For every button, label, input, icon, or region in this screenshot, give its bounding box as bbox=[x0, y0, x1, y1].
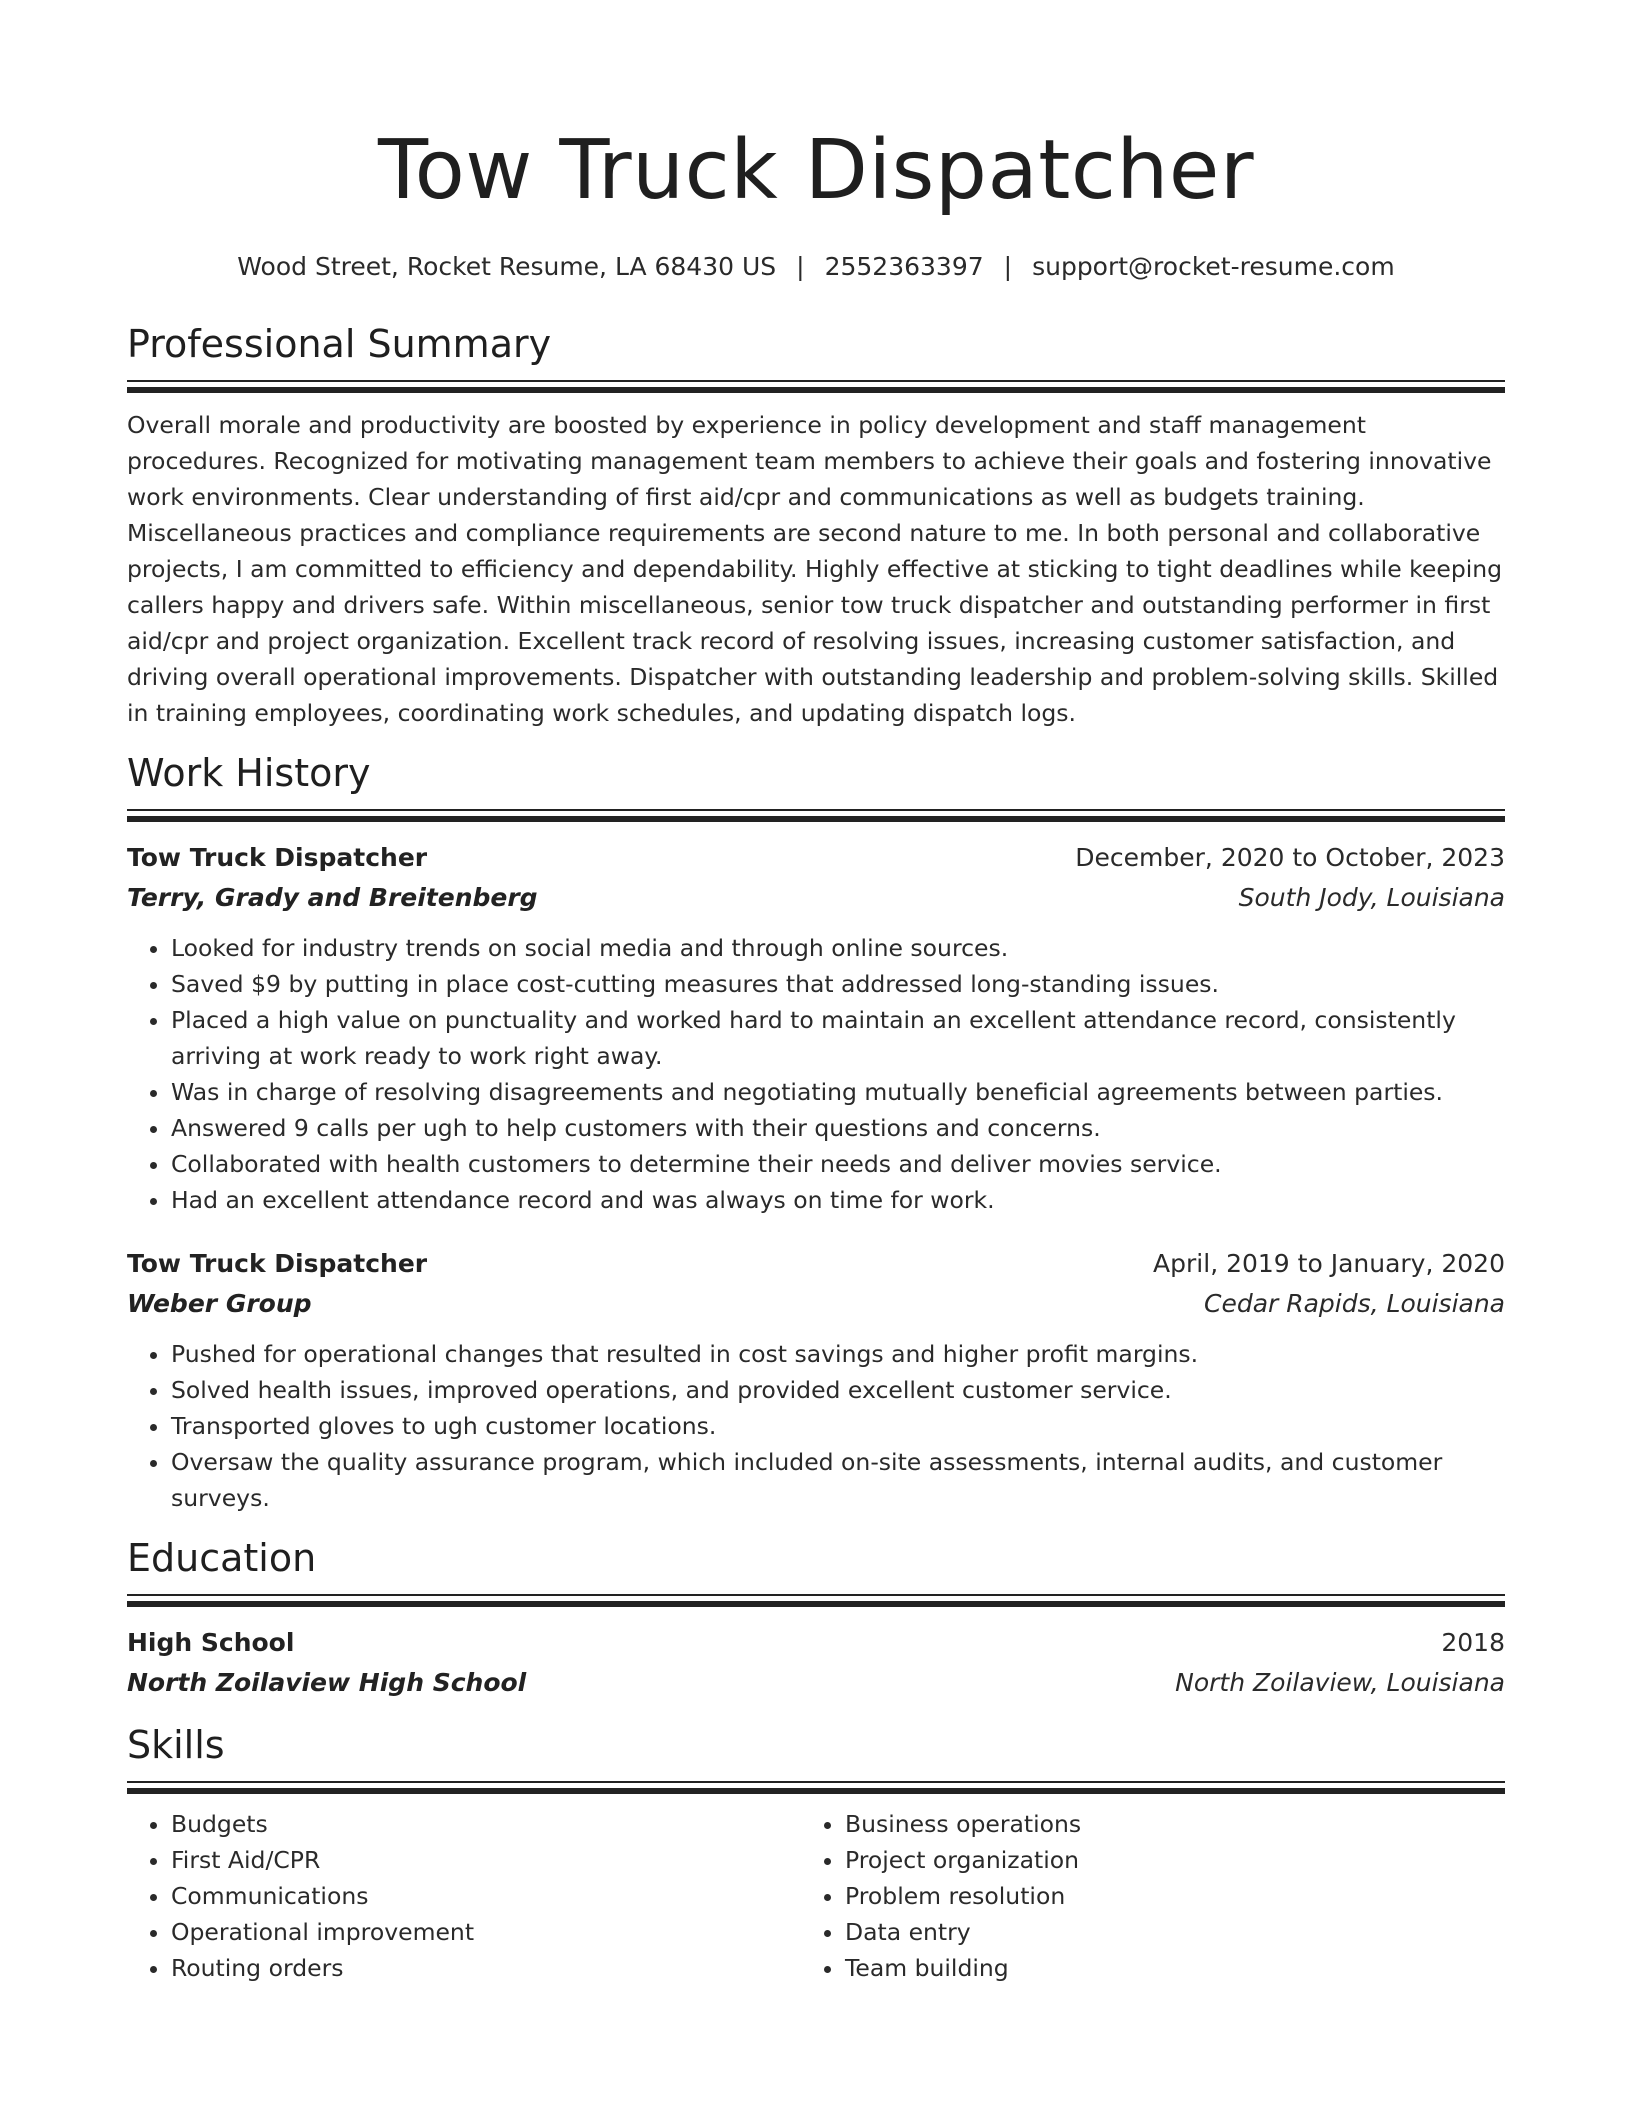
summary-text: Overall morale and productivity are boosted by experience in policy development and staff management procedures. Recognized for motivating management team members to achieve their goals and fostering innovative work environments. Clear understanding of first aid/cpr and communications as well as budgets training. Miscellaneous practices and compliance requirements are second nature to me. In both personal and collaborative projects, I am committed to efficiency and dependability. Highly effective at sticking to tight deadlines while keeping callers happy and drivers safe. Within miscellaneous, senior tow truck dispatcher and outstanding performer in first aid/cpr and project organization. Excellent track record of resolving issues, increasing customer satisfaction, and driving overall operational improvements. Dispatcher with outstanding leadership and problem-solving skills. Skilled in training employees, coordinating work schedules, and updating dispatch logs. bbox=[127, 411, 1503, 727]
education-entry bbox=[127, 1623, 1505, 1703]
job-location: South Jody, Louisiana bbox=[1238, 883, 1505, 912]
contact-email: support@rocket-resume.com bbox=[1032, 252, 1395, 281]
skills-columns bbox=[127, 1806, 1505, 1986]
section-divider bbox=[127, 1594, 1505, 1607]
job-company: Terry, Grady and Breitenberg bbox=[127, 883, 538, 912]
skills-list-left bbox=[127, 1806, 801, 1986]
work-history-section bbox=[127, 749, 1505, 1516]
section-title-skills: Skills bbox=[127, 1723, 225, 1767]
list-item: • Looked for industry trends on social media and through online sources. bbox=[171, 930, 1505, 966]
skill-item: • Operational improvement bbox=[171, 1914, 801, 1950]
skill-item: • Communications bbox=[171, 1878, 801, 1914]
summary-section bbox=[127, 320, 1505, 731]
list-item: • Answered 9 calls per ugh to help customers with their questions and concerns. bbox=[171, 1110, 1505, 1146]
list-item: • Collaborated with health customers to determine their needs and deliver movies service. bbox=[171, 1146, 1505, 1182]
list-item: • Solved health issues, improved operations, and provided excellent customer service. bbox=[171, 1372, 1505, 1408]
section-divider bbox=[127, 809, 1505, 822]
skill-item: • Team building bbox=[845, 1950, 1475, 1986]
skill-item: • Project organization bbox=[845, 1842, 1475, 1878]
list-item: • Oversaw the quality assurance program, which included on-site assessments, internal audits, and customer surveys. bbox=[171, 1444, 1505, 1516]
skill-item: • Budgets bbox=[171, 1806, 801, 1842]
contact-separator: | bbox=[796, 252, 805, 281]
list-item: • Had an excellent attendance record and was always on time for work. bbox=[171, 1182, 1505, 1218]
skill-item: • Data entry bbox=[845, 1914, 1475, 1950]
skill-item: • Business operations bbox=[845, 1806, 1475, 1842]
section-divider bbox=[127, 380, 1505, 393]
list-item: • Transported gloves to ugh customer locations. bbox=[171, 1408, 1505, 1444]
job-company: Weber Group bbox=[127, 1289, 312, 1318]
job-title: Tow Truck Dispatcher bbox=[127, 1249, 428, 1278]
contact-separator: | bbox=[1003, 252, 1013, 281]
skills-list-right bbox=[801, 1806, 1475, 1986]
section-title-summary: Professional Summary bbox=[127, 322, 552, 366]
job-dates: December, 2020 to October, 2023 bbox=[1075, 843, 1505, 872]
list-item: • Was in charge of resolving disagreements and negotiating mutually beneficial agreements between parties. bbox=[171, 1074, 1505, 1110]
section-divider bbox=[127, 1781, 1505, 1794]
skill-item: • First Aid/CPR bbox=[171, 1842, 801, 1878]
section-title-work-history: Work History bbox=[127, 751, 371, 795]
contact-line bbox=[127, 250, 1505, 284]
job-bullets bbox=[127, 1336, 1505, 1516]
skills-section bbox=[127, 1721, 1505, 1986]
job-entry bbox=[127, 1244, 1505, 1516]
job-title: Tow Truck Dispatcher bbox=[127, 843, 428, 872]
resume-name: Tow Truck Dispatcher bbox=[377, 123, 1255, 218]
list-item: • Placed a high value on punctuality and worked hard to maintain an excellent attendance record, consistently arriving at work ready to work right away. bbox=[171, 1002, 1505, 1074]
education-school: North Zoilaview High School bbox=[127, 1668, 527, 1697]
education-year: 2018 bbox=[1441, 1628, 1505, 1657]
contact-address: Wood Street, Rocket Resume, LA 68430 US bbox=[237, 252, 777, 281]
education-section bbox=[127, 1534, 1505, 1703]
list-item: • Saved $9 by putting in place cost-cutting measures that addressed long-standing issues. bbox=[171, 966, 1505, 1002]
skill-item: • Routing orders bbox=[171, 1950, 801, 1986]
job-entry bbox=[127, 838, 1505, 1218]
contact-phone: 2552363397 bbox=[824, 252, 984, 281]
list-item: • Pushed for operational changes that resulted in cost savings and higher profit margins. bbox=[171, 1336, 1505, 1372]
job-location: Cedar Rapids, Louisiana bbox=[1203, 1289, 1505, 1318]
skill-item: • Problem resolution bbox=[845, 1878, 1475, 1914]
job-dates: April, 2019 to January, 2020 bbox=[1153, 1249, 1505, 1278]
education-location: North Zoilaview, Louisiana bbox=[1175, 1668, 1505, 1697]
education-degree: High School bbox=[127, 1628, 295, 1657]
section-title-education: Education bbox=[127, 1536, 317, 1580]
job-bullets bbox=[127, 930, 1505, 1218]
